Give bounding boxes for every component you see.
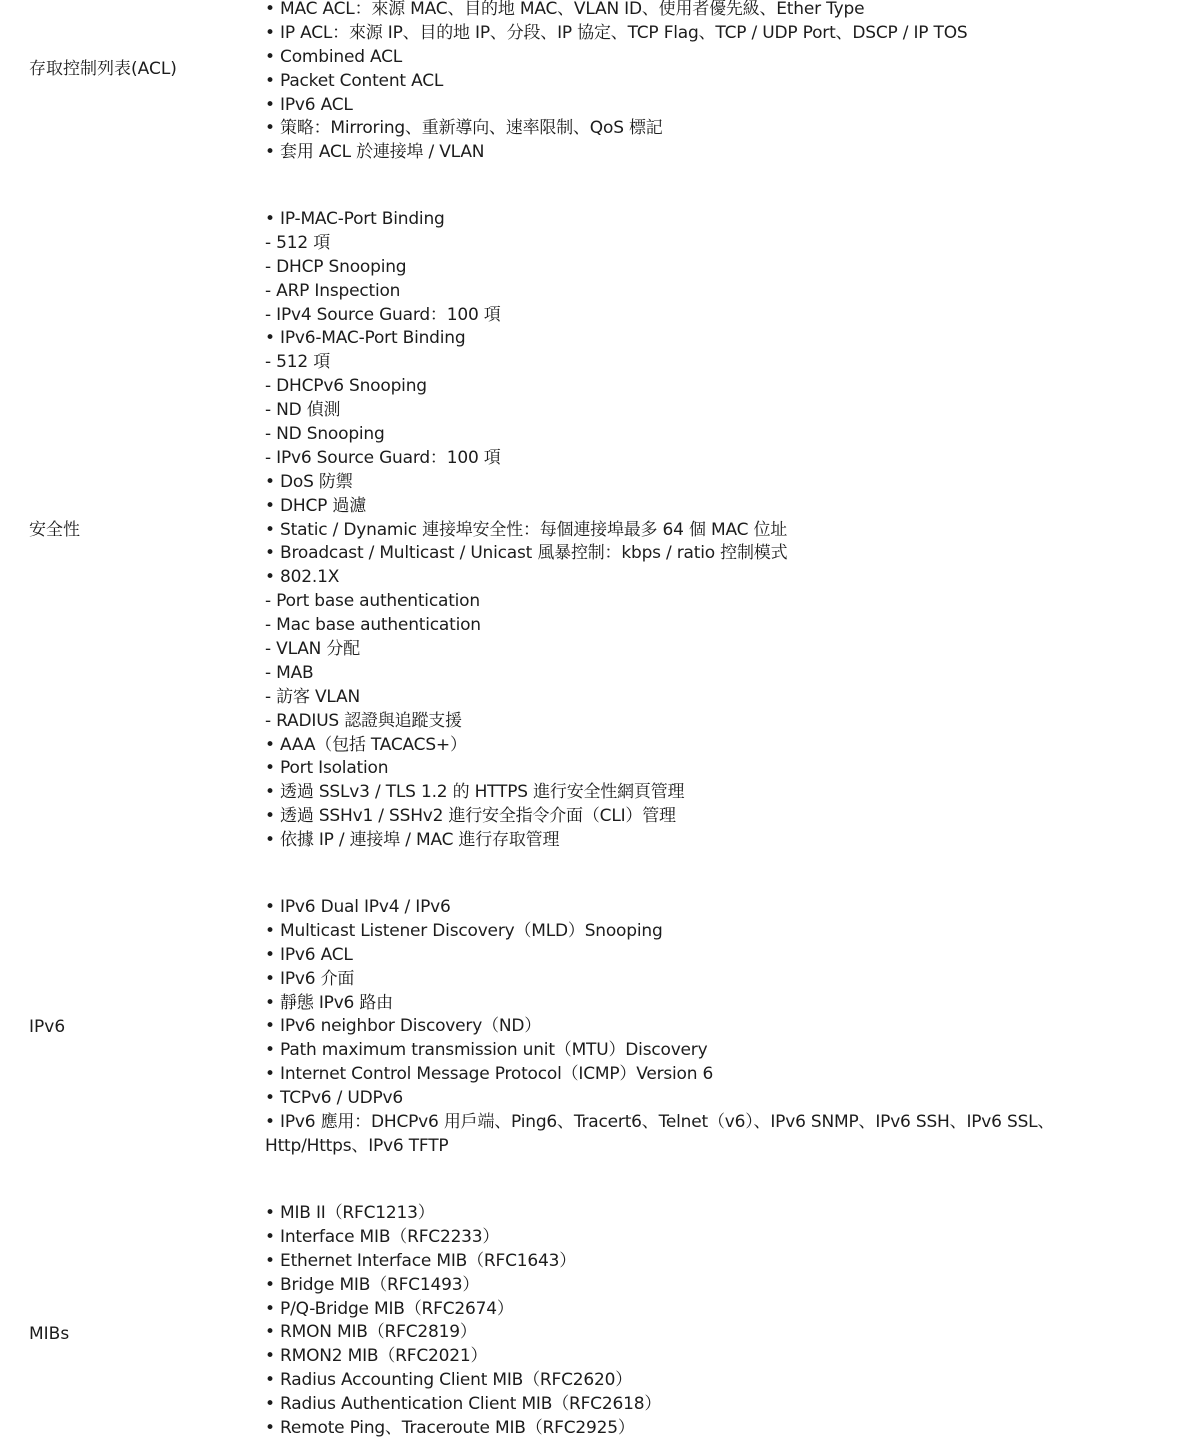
spec-item: - Port base authentication [265, 591, 480, 612]
spec-item: - DHCP Snooping [265, 256, 407, 277]
spec-item: • TCPv6 / UDPv6 [265, 1088, 404, 1109]
spec-item: - 訪客 VLAN [265, 686, 360, 707]
spec-lines [265, 0, 1185, 165]
spec-lines [265, 208, 1185, 853]
spec-item: • 策略：Mirroring、重新導向、速率限制、QoS 標記 [265, 118, 663, 139]
spec-item: • IPv6 ACL [265, 94, 353, 115]
spec-item: • MIB II（RFC1213） [265, 1203, 435, 1223]
spec-item: • IPv6 應用：DHCPv6 用戶端、Ping6、Tracert6、Telnet（v6）、IPv6 SNMP、IPv6 SSH、IPv6 SSL、 [265, 1112, 1055, 1133]
spec-item: • Interface MIB（RFC2233） [265, 1226, 500, 1247]
spec-item: • Radius Authentication Client MIB（RFC2618） [265, 1394, 662, 1415]
spec-item: - MAB [265, 662, 314, 683]
spec-item: • IPv6 neighbor Discovery（ND） [265, 1016, 542, 1037]
spec-item: • Packet Content ACL [265, 70, 444, 91]
spec-label: 存取控制列表(ACL) [29, 59, 177, 79]
spec-item: • DoS 防禦 [265, 471, 353, 492]
spec-item: • 依據 IP / 連接埠 / MAC 進行存取管理 [265, 830, 560, 851]
spec-lines [265, 896, 1185, 1159]
spec-item: • 透過 SSLv3 / TLS 1.2 的 HTTPS 進行安全性網頁管理 [265, 782, 685, 803]
spec-item: • IPv6-MAC-Port Binding [265, 328, 466, 349]
spec-item: • Combined ACL [265, 46, 403, 67]
spec-item: • Radius Accounting Client MIB（RFC2620） [265, 1370, 633, 1391]
spec-item: • Port Isolation [265, 758, 389, 779]
spec-item: • MAC ACL：來源 MAC、目的地 MAC、VLAN ID、使用者優先級、Ether Type [265, 0, 865, 19]
spec-item: - ND Snooping [265, 424, 385, 445]
spec-item: - ND 偵測 [265, 400, 341, 421]
spec-lines [265, 1202, 1185, 1441]
spec-item: - IPv4 Source Guard：100 項 [265, 304, 501, 325]
spec-item: • IP-MAC-Port Binding [265, 209, 445, 229]
spec-item: • IPv6 介面 [265, 968, 355, 989]
spec-item: • 靜態 IPv6 路由 [265, 992, 393, 1013]
spec-item: • 802.1X [265, 567, 340, 588]
spec-item: • Broadcast / Multicast / Unicast 風暴控制：kbps / ratio 控制模式 [265, 543, 788, 564]
spec-item: • IPv6 ACL [265, 944, 353, 965]
spec-item: - VLAN 分配 [265, 639, 360, 660]
spec-item: • IP ACL：來源 IP、目的地 IP、分段、IP 協定、TCP Flag、TCP / UDP Port、DSCP / IP TOS [265, 22, 968, 43]
spec-item: • AAA（包括 TACACS+） [265, 734, 467, 755]
spec-item: • Static / Dynamic 連接埠安全性：每個連接埠最多 64 個 MAC 位址 [265, 519, 788, 540]
spec-item: Http/Https、IPv6 TFTP [265, 1135, 449, 1156]
spec-item: • RMON2 MIB（RFC2021） [265, 1346, 488, 1367]
spec-item: • Remote Ping、Traceroute MIB（RFC2925） [265, 1418, 635, 1439]
spec-item: • Path maximum transmission unit（MTU）Discovery [265, 1040, 708, 1061]
spec-label: 安全性 [29, 520, 80, 540]
spec-item: • Internet Control Message Protocol（ICMP）Version 6 [265, 1064, 714, 1085]
spec-item: • P/Q-Bridge MIB（RFC2674） [265, 1298, 514, 1319]
spec-label: IPv6 [29, 1017, 66, 1037]
spec-item: • Multicast Listener Discovery（MLD）Snooping [265, 920, 663, 941]
spec-item: - RADIUS 認證與追蹤支援 [265, 710, 462, 731]
spec-item: • DHCP 過濾 [265, 495, 367, 516]
spec-label: MIBs [29, 1324, 70, 1344]
spec-item: - Mac base authentication [265, 615, 481, 636]
spec-item: • Bridge MIB（RFC1493） [265, 1274, 480, 1295]
spec-item: • RMON MIB（RFC2819） [265, 1322, 477, 1343]
spec-item: - DHCPv6 Snooping [265, 376, 427, 397]
spec-item: - ARP Inspection [265, 280, 401, 301]
spec-item: • IPv6 Dual IPv4 / IPv6 [265, 897, 451, 917]
spec-item: • 透過 SSHv1 / SSHv2 進行安全指令介面（CLI）管理 [265, 806, 676, 827]
spec-item: - 512 項 [265, 232, 330, 253]
spec-item: - IPv6 Source Guard：100 項 [265, 447, 501, 468]
spec-item: • 套用 ACL 於連接埠 / VLAN [265, 142, 485, 163]
spec-item: • Ethernet Interface MIB（RFC1643） [265, 1250, 577, 1271]
spec-item: - 512 項 [265, 352, 330, 373]
